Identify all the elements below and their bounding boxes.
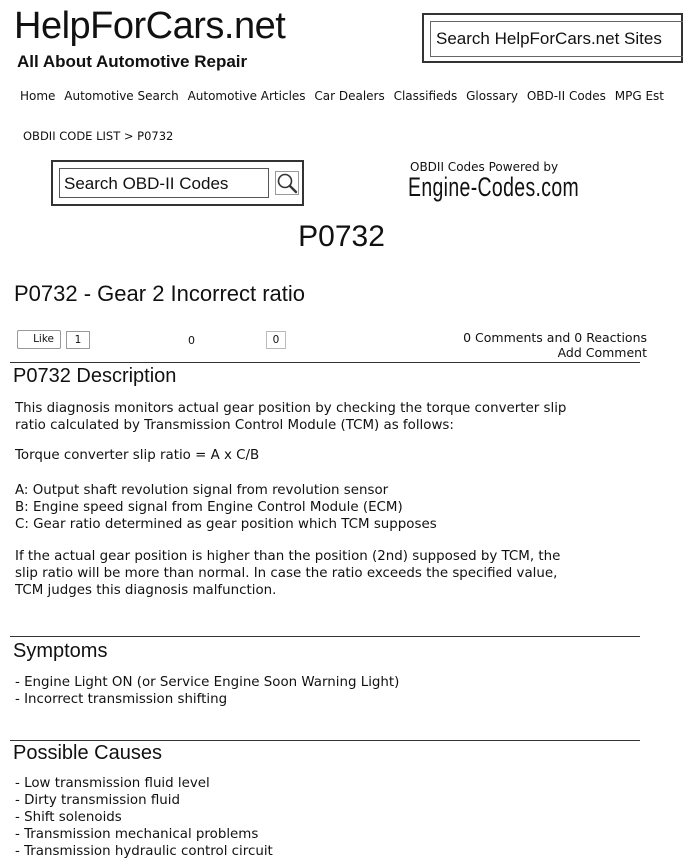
tweet-count: 0 [266,331,286,349]
share-count: 0 [188,334,195,347]
nav-automotive-search[interactable]: Automotive Search [64,89,179,103]
description-line: Torque converter slip ratio = A x C/B [15,448,260,463]
site-search-box [422,13,683,63]
description-line: ratio calculated by Transmission Control Module (TCM) as follows: [15,418,454,433]
description-heading: P0732 Description [13,365,177,387]
description-line: B: Engine speed signal from Engine Control Module (ECM) [15,500,403,515]
obd-search-input[interactable]: Search OBD-II Codes [59,168,269,198]
description-line: TCM judges this diagnosis malfunction. [15,583,277,598]
like-count: 1 [66,331,90,349]
symptoms-list [15,674,635,708]
list-item: - Incorrect transmission shifting [15,692,228,707]
nav-automotive-articles[interactable]: Automotive Articles [187,89,306,103]
list-item: - Dirty transmission fluid [15,793,180,808]
description-line: C: Gear ratio determined as gear position which TCM supposes [15,517,437,532]
description-line: If the actual gear position is higher than the position (2nd) supposed by TCM, the [15,549,561,564]
powered-by-label: OBDII Codes Powered by [410,160,559,174]
divider [10,636,640,637]
description-text [15,400,635,599]
code-heading: P0732 [298,220,385,253]
comments-count: 0 Comments and 0 Reactions [463,330,647,345]
divider [10,740,640,741]
list-item: - Low transmission fluid level [15,776,210,791]
list-item: - Transmission mechanical problems [15,827,259,842]
nav-car-dealers[interactable]: Car Dealers [314,89,385,103]
breadcrumb[interactable]: OBDII CODE LIST > P0732 [23,129,174,143]
causes-heading: Possible Causes [13,742,162,764]
nav-classifieds[interactable]: Classifieds [393,89,458,103]
page-title: P0732 - Gear 2 Incorrect ratio [14,281,306,306]
description-line: A: Output shaft revolution signal from revolution sensor [15,483,389,498]
description-line: This diagnosis monitors actual gear position by checking the torque converter slip [15,401,567,416]
site-tagline: All About Automotive Repair [17,52,248,71]
nav-mpg-est[interactable]: MPG Est [614,89,665,103]
comments-block [463,330,647,360]
engine-codes-logo[interactable]: Engine-Codes.com [408,172,580,202]
add-comment-link[interactable]: Add Comment [557,345,647,360]
description-line: slip ratio will be more than normal. In case the ratio exceeds the specified value, [15,566,558,581]
obd-search-box [51,160,304,206]
nav-glossary[interactable]: Glossary [466,89,518,103]
list-item: - Engine Light ON (or Service Engine Soon Warning Light) [15,675,400,690]
nav-obd-ii-codes[interactable]: OBD-II Codes [526,89,606,103]
divider [10,362,640,363]
site-search-input[interactable]: Search HelpForCars.net Sites [430,21,683,57]
obd-search-button[interactable] [274,170,300,196]
symptoms-heading: Symptoms [13,640,108,662]
list-item: - Shift solenoids [15,810,122,825]
top-nav [20,89,669,103]
causes-list [15,775,635,860]
like-button[interactable]: Like [17,330,61,349]
list-item: - Transmission hydraulic control circuit [15,844,273,859]
magnifier-icon [275,171,299,195]
site-logo-title[interactable]: HelpForCars.net [14,5,286,47]
nav-home[interactable]: Home [20,89,56,103]
